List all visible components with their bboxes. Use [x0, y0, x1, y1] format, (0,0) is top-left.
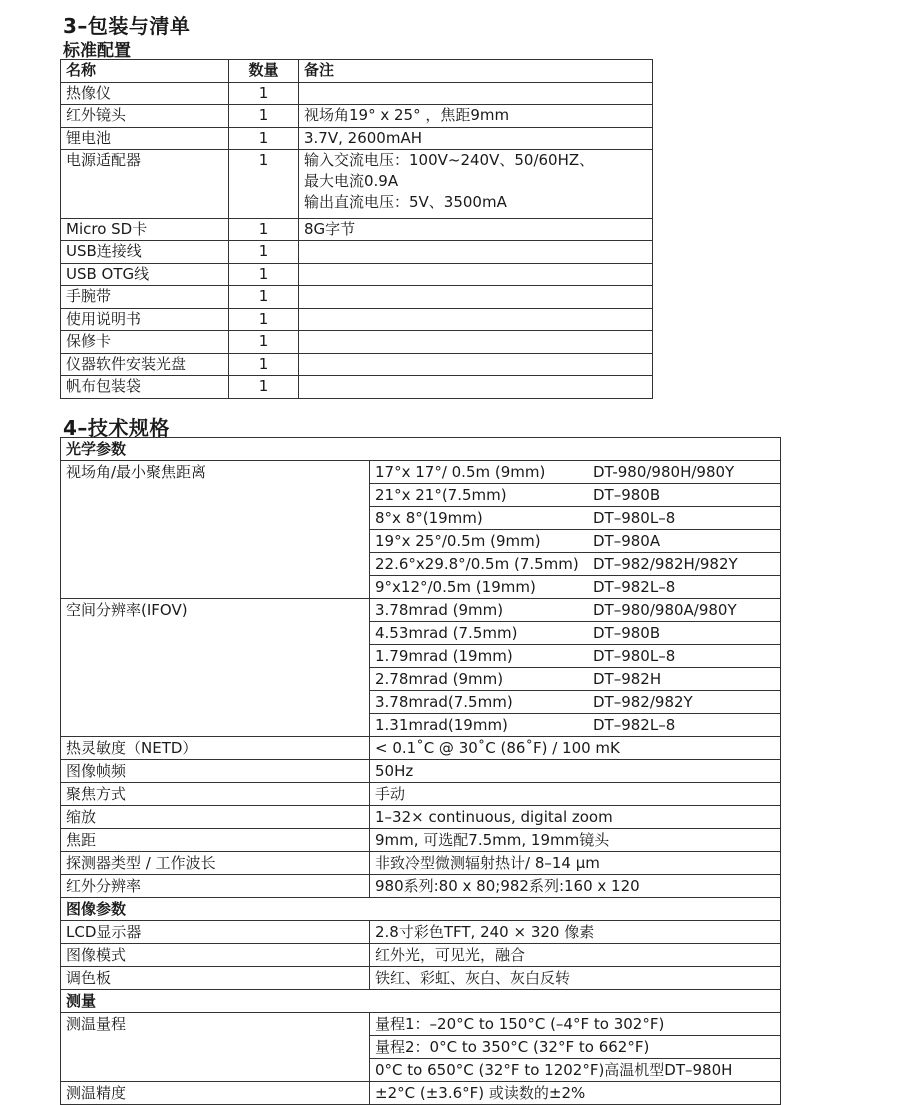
lens-value: 8°x 8°(19mm)	[375, 509, 483, 527]
table-row	[61, 921, 781, 944]
spec-value: 手动	[370, 783, 781, 806]
item-name: USB连接线	[61, 241, 229, 264]
item-name: Micro SD卡	[61, 218, 229, 241]
item-qty: 1	[229, 286, 299, 309]
table-row	[61, 127, 653, 150]
table-row	[61, 967, 781, 990]
spec-value	[370, 668, 781, 691]
table-row	[61, 1013, 781, 1036]
spec-value: 980系列:80 x 80;982系列:160 x 120	[370, 875, 781, 898]
item-name: 锂电池	[61, 127, 229, 150]
item-note	[299, 127, 653, 150]
item-qty: 1	[229, 218, 299, 241]
item-name: 仪器软件安装光盘	[61, 353, 229, 376]
value-pair	[375, 668, 780, 690]
model-name: DT–980A	[593, 532, 661, 550]
spec-value: < 0.1˚C @ 30˚C (86˚F) / 100 mK	[370, 737, 781, 760]
item-qty: 1	[229, 308, 299, 331]
lens-value: 3.78mrad (9mm)	[375, 601, 504, 619]
table-row	[61, 308, 653, 331]
model-name: DT–980B	[593, 486, 661, 504]
spec-value	[370, 622, 781, 645]
range-value: 量程2：0°C to 350°C (32°F to 662°F)	[370, 1036, 781, 1059]
model-name: DT–980/980A/980Y	[593, 601, 737, 619]
spec-value: 铁红、彩虹、灰白、灰白反转	[370, 967, 781, 990]
lens-value: 17°x 17°/ 0.5m (9mm)	[375, 463, 546, 481]
spec-label: 焦距	[61, 829, 370, 852]
lens-value: 4.53mrad (7.5mm)	[375, 624, 518, 642]
note-line: 输出直流电压：5V、3500mA	[304, 193, 507, 211]
table-row	[61, 599, 781, 622]
spec-value	[370, 599, 781, 622]
section-heading: 测量	[61, 990, 781, 1013]
item-qty: 1	[229, 353, 299, 376]
item-qty: 1	[229, 127, 299, 150]
value-pair	[375, 645, 780, 667]
lens-value: 22.6°x29.8°/0.5m (7.5mm)	[375, 555, 579, 573]
value-pair	[375, 576, 780, 598]
item-note	[299, 353, 653, 376]
spec-value	[370, 691, 781, 714]
section-heading-row	[61, 990, 781, 1013]
accuracy-label: 测温精度	[61, 1082, 370, 1105]
spec-label: LCD显示器	[61, 921, 370, 944]
spec-value: 9mm, 可选配7.5mm, 19mm镜头	[370, 829, 781, 852]
item-note	[299, 263, 653, 286]
fov-label: 视场角/最小聚焦距离	[61, 461, 370, 599]
item-qty: 1	[229, 376, 299, 399]
spec-value	[370, 576, 781, 599]
table-row	[61, 875, 781, 898]
section-heading: 光学参数	[61, 438, 781, 461]
table-row	[61, 1082, 781, 1105]
item-qty: 1	[229, 331, 299, 354]
note-line: 视场角19° x 25° ，焦距9mm	[304, 106, 510, 124]
spec-value	[370, 530, 781, 553]
range-value: 量程1：–20°C to 150°C (–4°F to 302°F)	[370, 1013, 781, 1036]
package-table	[60, 59, 653, 399]
table-row	[61, 105, 653, 128]
value-pair	[375, 484, 780, 506]
value-pair	[375, 622, 780, 644]
spec-value	[370, 553, 781, 576]
table-row	[61, 286, 653, 309]
table-row	[61, 353, 653, 376]
lens-value: 2.78mrad (9mm)	[375, 670, 504, 688]
table-row	[61, 218, 653, 241]
value-pair	[375, 599, 780, 621]
item-name: 热像仪	[61, 82, 229, 105]
value-pair	[375, 530, 780, 552]
lens-value: 19°x 25°/0.5m (9mm)	[375, 532, 541, 550]
table-row	[61, 852, 781, 875]
model-name: DT–980L–8	[593, 509, 676, 527]
item-note	[299, 105, 653, 128]
spec-value: 非致冷型微测辐射热计/ 8–14 μm	[370, 852, 781, 875]
ifov-label: 空间分辨率(IFOV)	[61, 599, 370, 737]
table-row	[61, 737, 781, 760]
value-pair	[375, 461, 780, 483]
lens-value: 3.78mrad(7.5mm)	[375, 693, 513, 711]
item-qty: 1	[229, 263, 299, 286]
item-note	[299, 82, 653, 105]
spec-value: 2.8寸彩色TFT, 240 × 320 像素	[370, 921, 781, 944]
spec-label: 缩放	[61, 806, 370, 829]
model-name: DT–982L–8	[593, 716, 676, 734]
lens-value: 21°x 21°(7.5mm)	[375, 486, 507, 504]
table-row	[61, 376, 653, 399]
range-value: 0°C to 650°C (32°F to 1202°F)高温机型DT–980H	[370, 1059, 781, 1082]
section-heading-row	[61, 898, 781, 921]
section-3-title: 3–包装与清单	[63, 14, 191, 38]
spec-value	[370, 484, 781, 507]
spec-table	[60, 437, 781, 1105]
model-name: DT–982/982Y	[593, 693, 693, 711]
spec-value	[370, 714, 781, 737]
spec-label: 热灵敏度（NETD）	[61, 737, 370, 760]
table-row	[61, 806, 781, 829]
item-name: USB OTG线	[61, 263, 229, 286]
model-name: DT–980B	[593, 624, 661, 642]
section-heading-row	[61, 438, 781, 461]
model-name: DT–982L–8	[593, 578, 676, 596]
item-name: 保修卡	[61, 331, 229, 354]
table-header-row	[61, 60, 653, 83]
item-name: 红外镜头	[61, 105, 229, 128]
spec-label: 图像帧频	[61, 760, 370, 783]
note-line: 3.7V, 2600mAH	[304, 128, 422, 147]
note-line: 最大电流0.9A	[304, 172, 399, 190]
spec-value: 1–32× continuous, digital zoom	[370, 806, 781, 829]
model-name: DT-980/980H/980Y	[593, 463, 735, 481]
item-note	[299, 331, 653, 354]
table-row	[61, 829, 781, 852]
spec-label: 图像模式	[61, 944, 370, 967]
item-note	[299, 376, 653, 399]
table-row	[61, 461, 781, 484]
header-qty: 数量	[229, 60, 299, 83]
value-pair	[375, 507, 780, 529]
value-pair	[375, 714, 780, 736]
table-row	[61, 783, 781, 806]
value-pair	[375, 691, 780, 713]
table-row	[61, 331, 653, 354]
lens-value: 9°x12°/0.5m (19mm)	[375, 578, 536, 596]
lens-value: 1.79mrad (19mm)	[375, 647, 513, 665]
item-note	[299, 150, 653, 219]
item-qty: 1	[229, 82, 299, 105]
header-name: 名称	[61, 60, 229, 83]
range-label: 测温量程	[61, 1013, 370, 1082]
spec-label: 调色板	[61, 967, 370, 990]
note-line: 8G字节	[304, 219, 356, 238]
spec-label: 探测器类型 / 工作波长	[61, 852, 370, 875]
table-row	[61, 263, 653, 286]
item-note	[299, 241, 653, 264]
spec-value: 50Hz	[370, 760, 781, 783]
accuracy-value: ±2°C (±3.6°F) 或读数的±2%	[370, 1082, 781, 1105]
table-row	[61, 760, 781, 783]
spec-value: 红外光，可见光，融合	[370, 944, 781, 967]
standard-config-subtitle: 标准配置	[63, 41, 131, 61]
item-note	[299, 308, 653, 331]
item-note	[299, 218, 653, 241]
item-name: 帆布包装袋	[61, 376, 229, 399]
table-row	[61, 82, 653, 105]
item-qty: 1	[229, 150, 299, 219]
item-name: 手腕带	[61, 286, 229, 309]
item-qty: 1	[229, 241, 299, 264]
spec-value	[370, 507, 781, 530]
spec-value	[370, 461, 781, 484]
note-line: 输入交流电压：100V~240V、50/60HZ、	[304, 151, 595, 169]
spec-value	[370, 645, 781, 668]
table-row	[61, 944, 781, 967]
item-name: 使用说明书	[61, 308, 229, 331]
model-name: DT–982/982H/982Y	[593, 555, 738, 573]
section-4-title: 4–技术规格	[63, 416, 170, 440]
item-name: 电源适配器	[61, 150, 229, 219]
table-row	[61, 241, 653, 264]
header-note: 备注	[299, 60, 653, 83]
table-row	[61, 150, 653, 219]
item-note	[299, 286, 653, 309]
value-pair	[375, 553, 780, 575]
model-name: DT–980L–8	[593, 647, 676, 665]
model-name: DT–982H	[593, 670, 662, 688]
lens-value: 1.31mrad(19mm)	[375, 716, 508, 734]
spec-label: 红外分辨率	[61, 875, 370, 898]
spec-label: 聚焦方式	[61, 783, 370, 806]
section-heading: 图像参数	[61, 898, 781, 921]
item-qty: 1	[229, 105, 299, 128]
